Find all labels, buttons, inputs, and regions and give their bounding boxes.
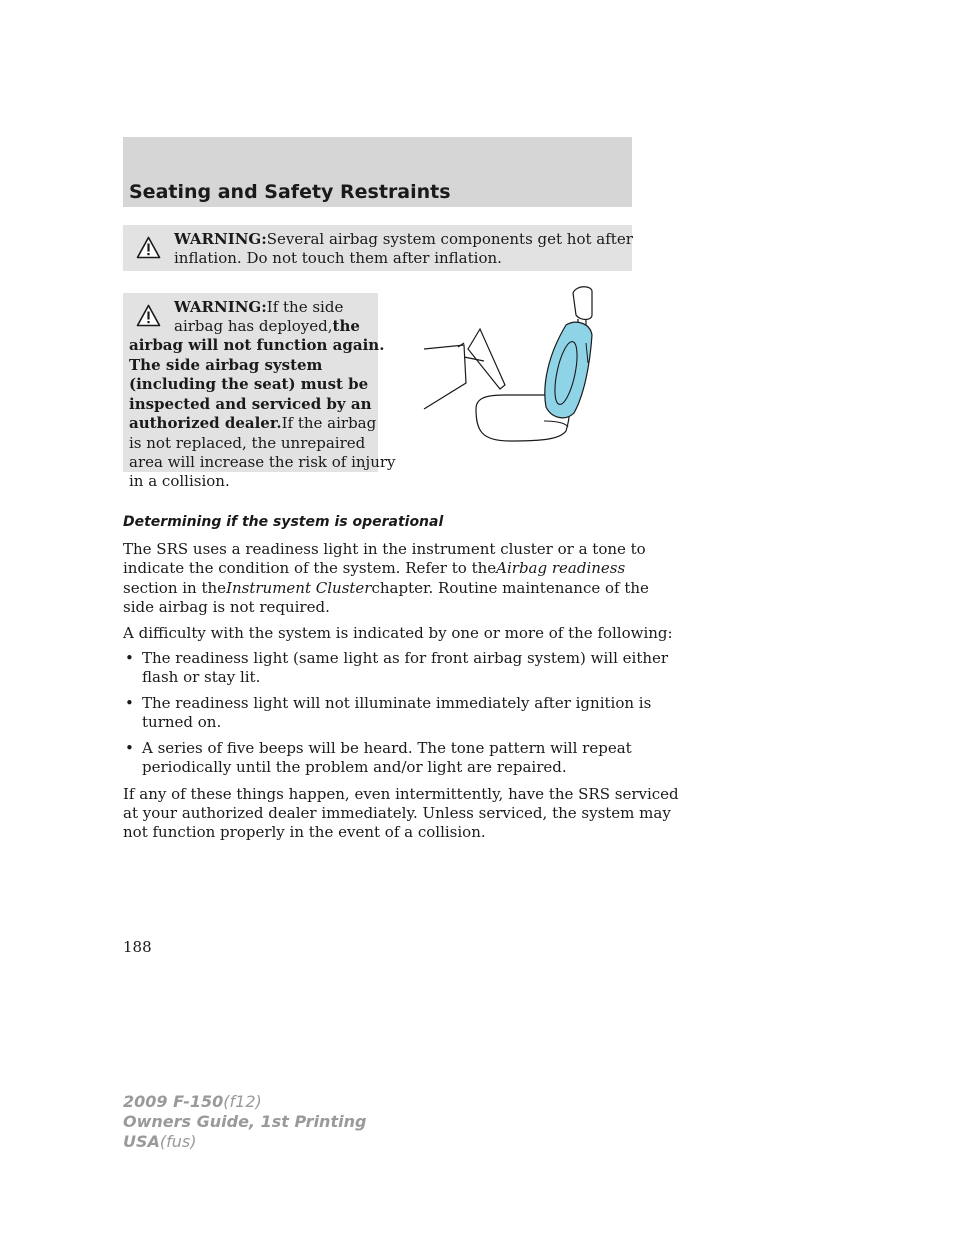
- warning-line: airbag has deployed,the: [174, 317, 360, 335]
- list-item: periodically until the problem and/or light are repaired.: [142, 758, 567, 776]
- list-item: flash or stay lit.: [142, 668, 261, 686]
- warning-line: authorized dealer.If the airbag: [129, 414, 377, 432]
- warning-line: (including the seat) must be: [129, 375, 369, 393]
- print-footer: 2009 F-150(f12) Owners Guide, 1st Printing USA(fus): [123, 1092, 367, 1151]
- warning-text-line-1: WARNING:Several airbag system components get hot after: [174, 230, 633, 248]
- paragraph-line: A difficulty with the system is indicated by one or more of the following:: [123, 624, 673, 642]
- header-title: Seating and Safety Restraints: [129, 181, 451, 203]
- warning-line: area will increase the risk of injury: [129, 453, 396, 471]
- paragraph-line: indicate the condition of the system. Refer to theAirbag readiness: [123, 559, 626, 577]
- paragraph-line: section in theInstrument Clusterchapter. Routine maintenance of the: [123, 579, 649, 597]
- list-item: The readiness light will not illuminate immediately after ignition is: [142, 694, 652, 712]
- link-instrument-cluster: Instrument Cluster: [226, 579, 372, 597]
- warning-box-side-airbag: [123, 293, 396, 490]
- warning-triangle-icon: [136, 304, 161, 327]
- list-item: turned on.: [142, 713, 222, 731]
- warning-line: in a collision.: [129, 472, 230, 490]
- link-airbag-readiness: Airbag readiness: [496, 559, 626, 577]
- list-item: The readiness light (same light as for front airbag system) will either: [142, 649, 669, 667]
- paragraph-line: not function properly in the event of a collision.: [123, 823, 486, 841]
- warning-box-hot-components: [123, 225, 632, 271]
- paragraph-line: side airbag is not required.: [123, 598, 330, 616]
- bullet-marker: •: [125, 649, 134, 667]
- paragraph-line: If any of these things happen, even intermittently, have the SRS serviced: [123, 785, 679, 803]
- bullet-marker: •: [125, 739, 134, 757]
- side-airbag-seat-illustration: [420, 285, 600, 445]
- warning-line: The side airbag system: [129, 356, 323, 374]
- warning-triangle-icon: [136, 236, 161, 259]
- bullet-marker: •: [125, 694, 134, 712]
- warning-text-line-2: inflation. Do not touch them after inflation.: [174, 249, 502, 267]
- paragraph-line: at your authorized dealer immediately. Unless serviced, the system may: [123, 804, 671, 822]
- page-number: 188: [123, 938, 152, 956]
- warning-line: airbag will not function again.: [129, 336, 385, 354]
- warning-line: is not replaced, the unrepaired: [129, 434, 366, 452]
- section-header: [123, 137, 632, 207]
- paragraph-line: The SRS uses a readiness light in the instrument cluster or a tone to: [123, 540, 646, 558]
- warning-line: inspected and serviced by an: [129, 395, 372, 413]
- warning-line: WARNING:If the side: [174, 298, 344, 316]
- section-heading: Determining if the system is operational: [123, 514, 444, 530]
- list-item: A series of five beeps will be heard. The tone pattern will repeat: [142, 739, 632, 757]
